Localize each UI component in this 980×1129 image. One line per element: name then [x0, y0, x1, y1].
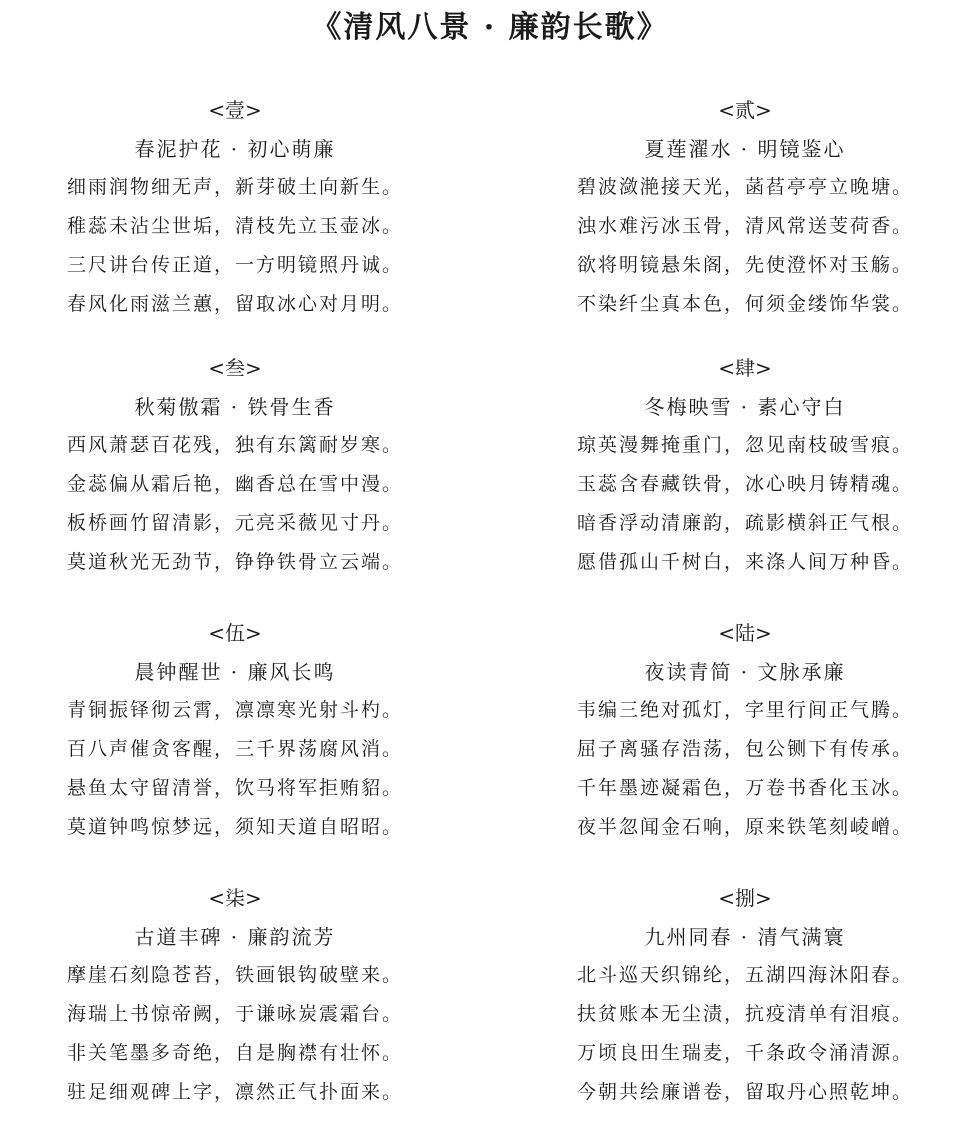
poem-line: 北斗巡天织锦纶，五湖四海沐阳春。 — [576, 964, 913, 986]
section-number: <捌> — [718, 886, 772, 910]
poem-line: 驻足细观碑上字，凛然正气扑面来。 — [66, 1081, 403, 1103]
poem-line: 摩崖石刻隐苍苔，铁画银钩破壁来。 — [66, 964, 403, 986]
poem-line: 扶贫账本无尘渍，抗疫清单有泪痕。 — [576, 1003, 913, 1025]
poem-line: 青铜振铎彻云霄，凛凛寒光射斗杓。 — [66, 699, 403, 721]
poem-line: 细雨润物细无声，新芽破土向新生。 — [66, 176, 403, 198]
poem-line: 板桥画竹留清影，元亮采薇见寸丹。 — [66, 512, 403, 534]
section-subtitle: 春泥护花 · 初心萌廉 — [134, 137, 336, 161]
poem-line: 海瑞上书惊帝阙，于谦咏炭震霜台。 — [66, 1003, 403, 1025]
poem-line: 愿借孤山千树白，来涤人间万种昏。 — [576, 551, 913, 573]
poem-line: 西风萧瑟百花残，独有东篱耐岁寒。 — [66, 434, 403, 456]
poem-section-8 — [510, 885, 980, 1116]
section-number: <陆> — [718, 621, 772, 645]
poem-line: 三尺讲台传正道，一方明镜照丹诚。 — [66, 254, 403, 276]
poem-section-7 — [0, 885, 470, 1116]
poem-line: 玉蕊含春藏铁骨，冰心映月铸精魂。 — [576, 473, 913, 495]
poem-section-3 — [0, 355, 470, 586]
section-number: <叁> — [208, 356, 262, 380]
poem-line: 百八声催贪客醒，三千界荡腐风消。 — [66, 738, 403, 760]
poem-line: 千年墨迹凝霜色，万卷书香化玉冰。 — [576, 777, 913, 799]
poem-line: 碧波潋滟接天光，菡萏亭亭立晚塘。 — [576, 176, 913, 198]
poem-line: 悬鱼太守留清誉，饮马将军拒贿貂。 — [66, 777, 403, 799]
page-title: 《清风八景 · 廉韵长歌》 — [311, 10, 669, 45]
poem-line: 万顷良田生瑞麦，千条政令涌清源。 — [576, 1042, 913, 1064]
poem-section-2 — [510, 97, 980, 328]
poem-line: 稚蕊未沾尘世垢，清枝先立玉壶冰。 — [66, 215, 403, 237]
section-number: <伍> — [208, 621, 262, 645]
poem-line: 莫道秋光无劲节，铮铮铁骨立云端。 — [66, 551, 403, 573]
section-subtitle: 晨钟醒世 · 廉风长鸣 — [134, 660, 336, 684]
poem-line: 金蕊偏从霜后艳，幽香总在雪中漫。 — [66, 473, 403, 495]
poem-line: 夜半忽闻金石响，原来铁笔刻崚嶒。 — [576, 816, 913, 838]
poem-line: 屈子离骚存浩荡，包公铡下有传承。 — [576, 738, 913, 760]
poem-line: 春风化雨滋兰蕙，留取冰心对月明。 — [66, 293, 403, 315]
poem-section-6 — [510, 620, 980, 851]
poem-section-4 — [510, 355, 980, 586]
poem-line: 琼英漫舞掩重门，忽见南枝破雪痕。 — [576, 434, 913, 456]
poem-line: 今朝共绘廉谱卷，留取丹心照乾坤。 — [576, 1081, 913, 1103]
poem-line: 不染纤尘真本色，何须金缕饰华裳。 — [576, 293, 913, 315]
poem-line: 暗香浮动清廉韵，疏影横斜正气根。 — [576, 512, 913, 534]
section-subtitle: 冬梅映雪 · 素心守白 — [644, 395, 846, 419]
section-number: <柒> — [208, 886, 262, 910]
poem-line: 非关笔墨多奇绝，自是胸襟有壮怀。 — [66, 1042, 403, 1064]
section-subtitle: 古道丰碑 · 廉韵流芳 — [134, 925, 336, 949]
poem-line: 浊水难污冰玉骨，清风常送芰荷香。 — [576, 215, 913, 237]
section-subtitle: 九州同春 · 清气满寰 — [644, 925, 846, 949]
poem-line: 欲将明镜悬朱阁，先使澄怀对玉觞。 — [576, 254, 913, 276]
section-number: <壹> — [208, 98, 262, 122]
section-number: <贰> — [718, 98, 772, 122]
poem-section-1 — [0, 97, 470, 328]
section-subtitle: 夜读青简 · 文脉承廉 — [644, 660, 846, 684]
poem-line: 韦编三绝对孤灯，字里行间正气腾。 — [576, 699, 913, 721]
poem-line: 莫道钟鸣惊梦远，须知天道自昭昭。 — [66, 816, 403, 838]
section-number: <肆> — [718, 356, 772, 380]
section-subtitle: 夏莲濯水 · 明镜鉴心 — [644, 137, 846, 161]
section-subtitle: 秋菊傲霜 · 铁骨生香 — [134, 395, 336, 419]
poem-section-5 — [0, 620, 470, 851]
